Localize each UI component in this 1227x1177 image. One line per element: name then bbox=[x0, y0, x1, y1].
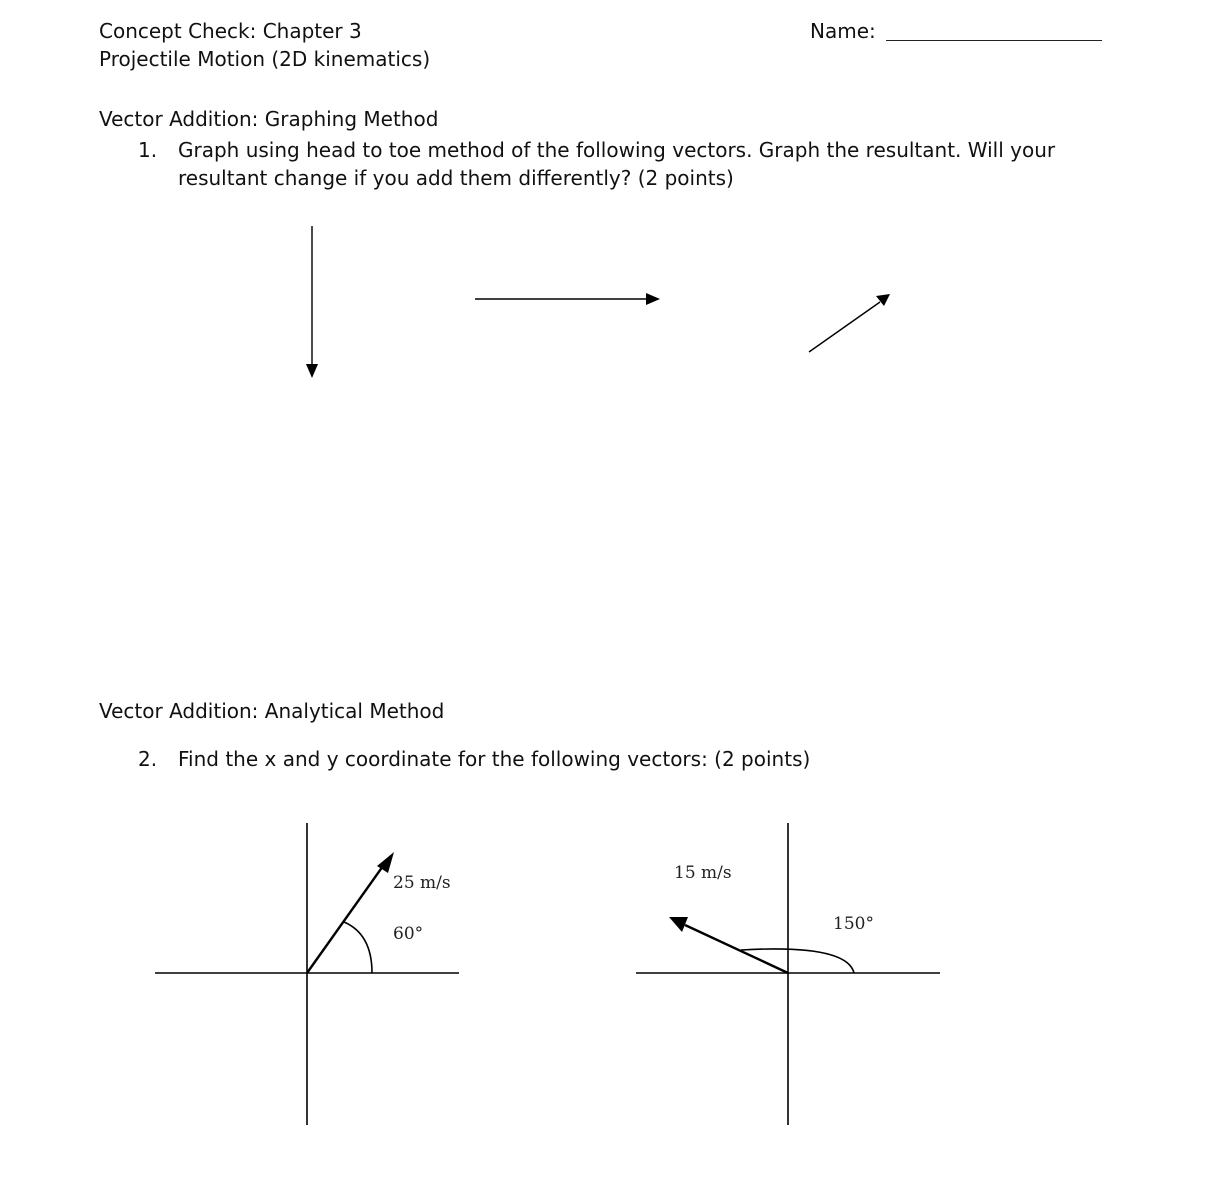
vector-figure-a bbox=[155, 823, 459, 1125]
question-2-number: 2. bbox=[138, 747, 158, 771]
label-25-ms: 25 m/s bbox=[393, 873, 451, 893]
label-60-deg: 60° bbox=[393, 924, 424, 944]
worksheet-title: Concept Check: Chapter 3 bbox=[99, 19, 362, 43]
label-15-ms: 15 m/s bbox=[674, 863, 732, 883]
label-150-deg: 150° bbox=[833, 914, 874, 934]
vector-figure-b bbox=[636, 823, 940, 1125]
vector-right-arrow bbox=[475, 293, 660, 305]
vector-down-arrow bbox=[306, 226, 318, 378]
section-heading-analytical: Vector Addition: Analytical Method bbox=[99, 699, 445, 723]
worksheet-subtitle: Projectile Motion (2D kinematics) bbox=[99, 47, 431, 71]
question-2-text: Find the x and y coordinate for the following vectors: (2 points) bbox=[178, 747, 811, 771]
vector-15-arrowhead bbox=[669, 917, 688, 932]
angle-arc-60 bbox=[344, 922, 372, 973]
question-1-number: 1. bbox=[138, 138, 158, 162]
name-label: Name: bbox=[810, 19, 876, 43]
angle-arc-150 bbox=[741, 949, 854, 973]
vector-25-line bbox=[307, 866, 383, 973]
question-1-text: Graph using head to toe method of the following vectors. Graph the resultant. Will your resultant change if you add them differently? (2 points) bbox=[178, 138, 1056, 190]
section-heading-graphing: Vector Addition: Graphing Method bbox=[99, 107, 439, 131]
vector-diagonal-arrow bbox=[809, 294, 890, 352]
